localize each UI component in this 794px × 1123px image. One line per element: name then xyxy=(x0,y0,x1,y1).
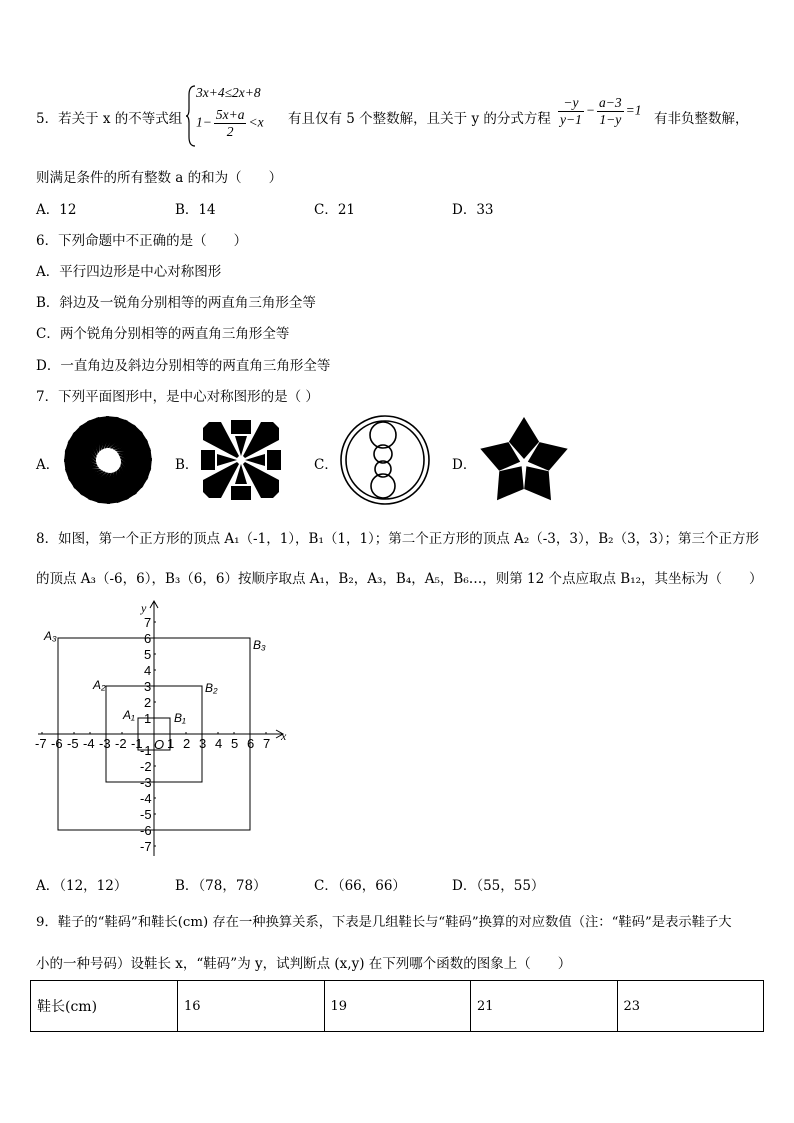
y-tick-label: 1 xyxy=(144,711,152,726)
x-tick-label: 4 xyxy=(215,736,223,751)
star-petal xyxy=(524,466,551,500)
x-axis-label: x xyxy=(281,729,287,743)
point-label-b1: B₁ xyxy=(174,711,186,725)
point-label-b2: B₂ xyxy=(205,681,218,695)
q5-option-a[interactable]: A．12 xyxy=(36,202,77,218)
y-tick-label: -2 xyxy=(140,759,152,774)
x-tick-label: 6 xyxy=(247,736,255,751)
x-tick-label: -2 xyxy=(115,736,127,751)
q5-line2: 则满足条件的所有整数 a 的和为（ ） xyxy=(36,170,283,186)
table-header-cell: 鞋长(cm) xyxy=(31,981,178,1032)
origin-label: O xyxy=(154,737,165,752)
q5-prefix: 5．若关于 x 的不等式组 xyxy=(36,111,183,127)
x-tick-label: -5 xyxy=(67,736,79,751)
x-tick-label: 5 xyxy=(231,736,239,751)
q8-option-d[interactable]: D．（55，55） xyxy=(452,878,545,894)
point-label-b3: B₃ xyxy=(253,638,266,652)
table-cell: 19 xyxy=(324,981,471,1032)
q8-option-c[interactable]: C．（66，66） xyxy=(314,878,406,894)
q7-label-c[interactable]: C． xyxy=(314,457,338,473)
x-tick-label: 7 xyxy=(263,736,271,751)
q5-inequality-2: 1− $\frac{5x+a}{2}$ <x xyxy=(196,107,264,139)
q5-option-d[interactable]: D．33 xyxy=(452,202,494,218)
shoe-size-table xyxy=(30,980,764,1032)
y-axis-label: y xyxy=(141,601,147,615)
eight-arrow-star-icon[interactable] xyxy=(201,420,281,500)
x-tick-label: -4 xyxy=(83,736,95,751)
q5-option-b[interactable]: B．14 xyxy=(175,202,216,218)
system-brace-icon xyxy=(186,85,196,147)
q5-fractional-equation: $\frac{-y}{y-1}$ − $\frac{a-3}{1-y}$ =1 xyxy=(560,95,642,127)
x-tick-label: -1 xyxy=(131,736,143,751)
spiral-sunburst-icon[interactable] xyxy=(63,415,153,505)
x-tick-label: -7 xyxy=(35,736,47,751)
q8-line1: 8．如图，第一个正方形的顶点 A₁（-1，1），B₁（1，1）；第二个正方形的顶点 A₂（-3，3），B₂（3，3）；第三个正方形 xyxy=(36,531,759,547)
y-tick-label: 2 xyxy=(144,695,152,710)
five-petal-star-icon[interactable] xyxy=(476,411,572,507)
x-tick-label: -3 xyxy=(99,736,111,751)
y-tick-label: 3 xyxy=(144,679,152,694)
coordinate-squares-graph xyxy=(30,598,300,863)
x-tick-label: -6 xyxy=(51,736,63,751)
q7-stem: 7．下列平面图形中，是中心对称图形的是（ ） xyxy=(36,389,319,405)
q8-line2: 的顶点 A₃（-6，6），B₃（6，6）按顺序取点 A₁，B₂，A₃，B₄，A₅，B₆…，则第 12 个点应取点 B₁₂，其坐标为（ ） xyxy=(36,571,763,587)
y-tick-label: -1 xyxy=(140,743,152,758)
q9-line2: 小的一种号码）设鞋长 x，“鞋码”为 y，试判断点 (x,y) 在下列哪个函数的图象上（ ） xyxy=(36,956,572,972)
x-tick-label: 1 xyxy=(167,736,175,751)
y-tick-label: -3 xyxy=(140,775,152,790)
q5-option-c[interactable]: C．21 xyxy=(314,202,356,218)
y-tick-label: 5 xyxy=(144,647,152,662)
q6-option-a[interactable]: A．平行四边形是中心对称图形 xyxy=(36,264,222,280)
table-cell: 16 xyxy=(178,981,325,1032)
y-tick-label: 7 xyxy=(144,615,152,630)
q7-label-a[interactable]: A． xyxy=(36,457,60,473)
table-cell: 23 xyxy=(617,981,764,1032)
spiral-center xyxy=(99,451,121,473)
q6-option-b[interactable]: B．斜边及一锐角分别相等的两直角三角形全等 xyxy=(36,295,316,311)
y-tick-label: -5 xyxy=(140,807,152,822)
x-tick-label: 3 xyxy=(199,736,207,751)
q5-mid-text: 有且仅有 5 个整数解，且关于 y 的分式方程 xyxy=(288,111,551,127)
y-tick-label: -7 xyxy=(140,839,152,854)
q7-label-b[interactable]: B． xyxy=(175,457,199,473)
q5-suffix: 有非负整数解， xyxy=(654,111,749,127)
y-tick-label: 4 xyxy=(144,663,152,678)
q6-stem: 6．下列命题中不正确的是（ ） xyxy=(36,233,248,249)
point-label-a3: A₃ xyxy=(44,629,57,643)
point-label-a2: A₂ xyxy=(93,678,106,692)
y-tick-label: 6 xyxy=(144,631,152,646)
y-tick-label: -4 xyxy=(140,791,152,806)
q7-label-d[interactable]: D． xyxy=(452,457,477,473)
point-label-a1: A₁ xyxy=(123,708,135,722)
q8-option-a[interactable]: A．（12，12） xyxy=(36,878,128,894)
q6-option-d[interactable]: D．一直角边及斜边分别相等的两直角三角形全等 xyxy=(36,358,331,374)
table-row xyxy=(31,981,764,1032)
q5-inequality-1: 3x+4≤2x+8 xyxy=(196,85,261,100)
star-petal xyxy=(497,466,524,500)
nested-circles-icon[interactable] xyxy=(339,414,431,506)
q6-option-c[interactable]: C．两个锐角分别相等的两直角三角形全等 xyxy=(36,326,290,342)
y-tick-label: -6 xyxy=(140,823,152,838)
q8-option-b[interactable]: B．（78，78） xyxy=(175,878,267,894)
x-tick-label: 2 xyxy=(183,736,191,751)
table-cell: 21 xyxy=(471,981,618,1032)
q9-line1: 9．鞋子的“鞋码”和鞋长(cm) 存在一种换算关系，下表是几组鞋长与“鞋码”换算的对应数值（注：“鞋码”是表示鞋子大 xyxy=(36,915,732,930)
